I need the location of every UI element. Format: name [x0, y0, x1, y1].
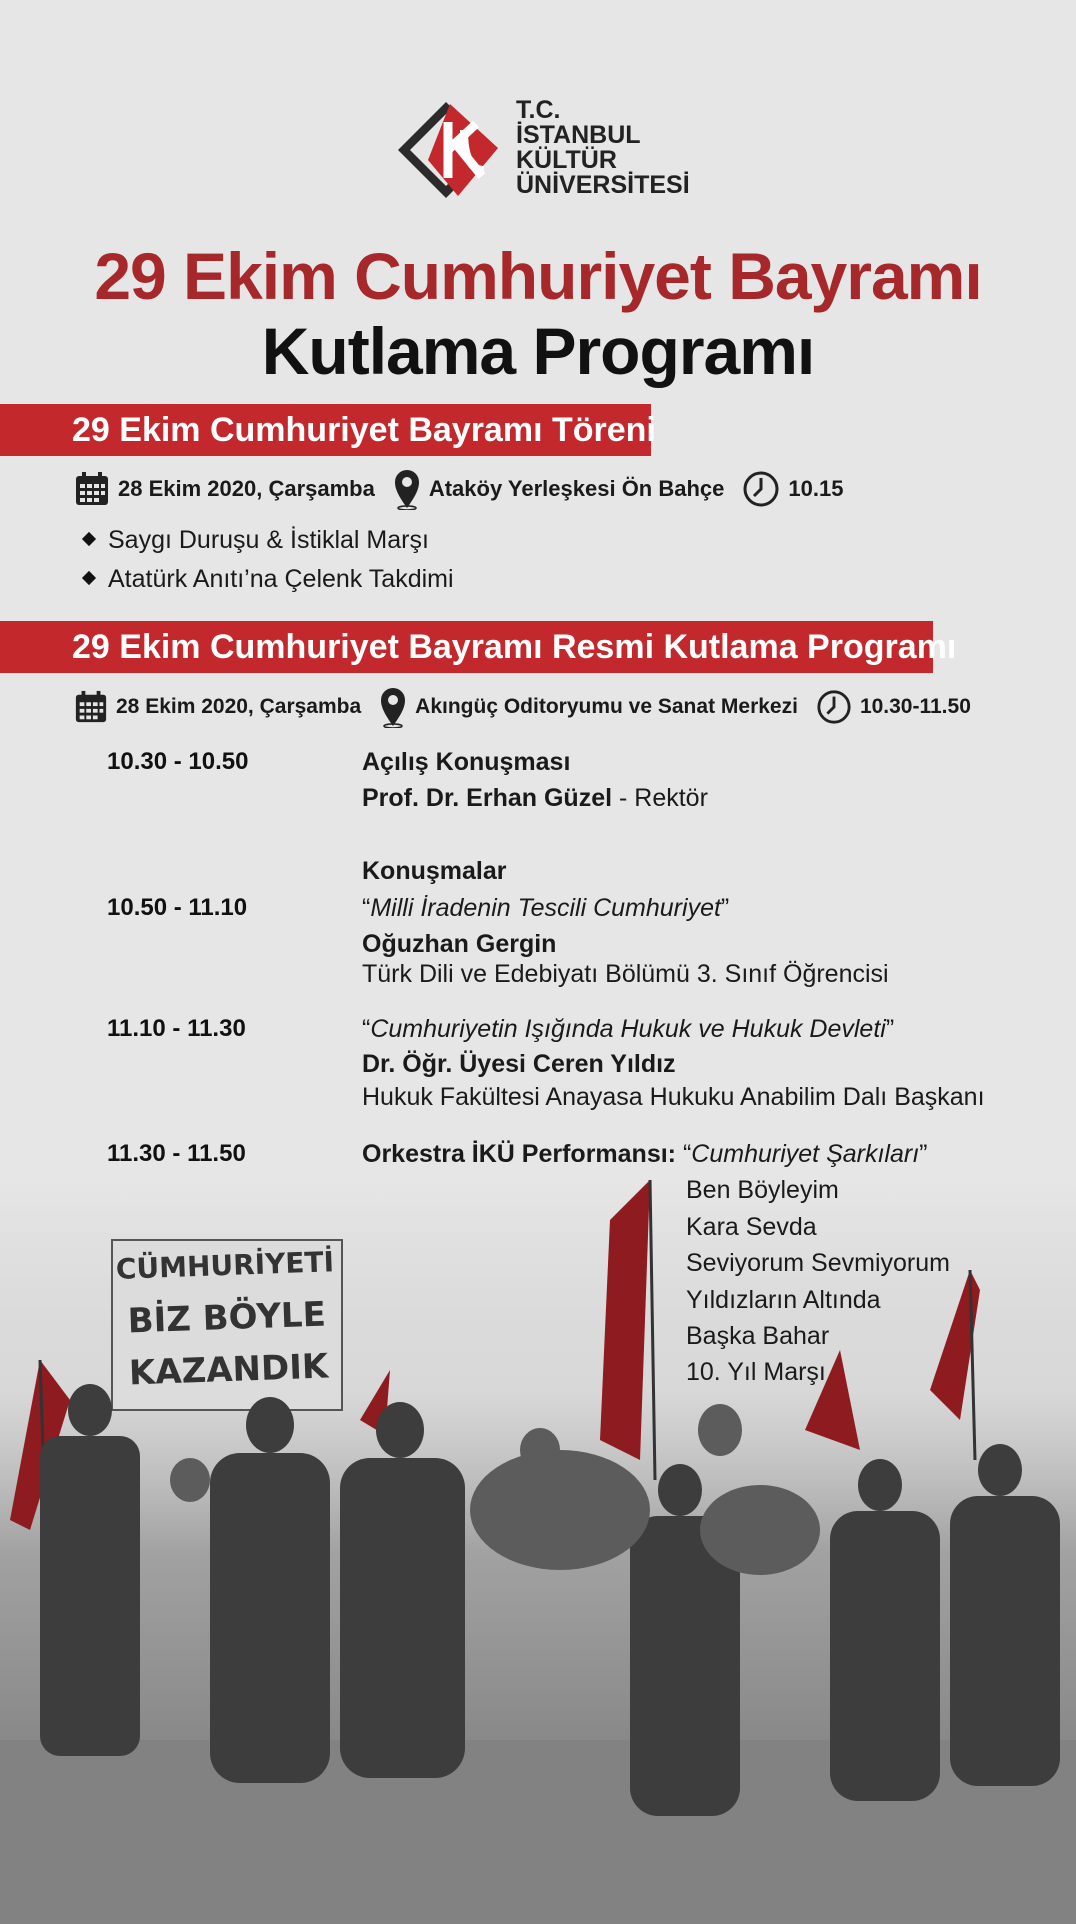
section1-place: Ataköy Yerleşkesi Ön Bahçe: [428, 476, 725, 501]
song-item: Başka Bahar: [686, 1322, 830, 1350]
location-pin-icon: [393, 468, 421, 510]
clock-icon: [816, 689, 852, 725]
section1-meta: [74, 468, 843, 510]
sign-line-2: BİZ BÖYLE: [127, 1294, 327, 1342]
sign-line-3: KAZANDIK: [128, 1346, 329, 1394]
section1-time: 10.15: [788, 476, 844, 501]
section2-meta: [74, 686, 971, 728]
section1-heading: 29 Ekim Cumhuriyet Bayramı Töreni: [0, 404, 651, 456]
section2-date: 28 Ekim 2020, Çarşamba: [116, 695, 362, 718]
program-time: 11.10 - 11.30: [107, 1015, 246, 1042]
talk-speaker: Dr. Öğr. Üyesi Ceren Yıldız: [362, 1050, 676, 1078]
talk-speaker-role: Türk Dili ve Edebiyatı Bölümü 3. Sınıf Öğrencisi: [362, 960, 889, 988]
sign-line-1: CÜMHURİYETİ: [115, 1245, 335, 1286]
program-time: 10.50 - 11.10: [107, 894, 248, 921]
song-item: Ben Böyleyim: [686, 1176, 839, 1204]
song-item: 10. Yıl Marşı: [686, 1358, 826, 1386]
page-subtitle: Kutlama Programı: [261, 314, 815, 388]
section2-time: 10.30-11.50: [859, 695, 971, 718]
song-item: Kara Sevda: [686, 1213, 817, 1241]
performance-title: Orkestra İKÜ Performansı: “Cumhuriyet Şarkıları”: [362, 1140, 928, 1168]
talks-heading: Konuşmalar: [362, 857, 507, 885]
logo-line-universitesi: ÜNİVERSİTESİ: [516, 171, 690, 199]
logo-line-kultur: KÜLTÜR: [516, 146, 617, 174]
song-item: Seviyorum Sevmiyorum: [686, 1249, 950, 1277]
photo-sign: [109, 1236, 345, 1414]
list-item: Saygı Duruşu & İstiklal Marşı: [84, 526, 429, 555]
talk-title: “Milli İradenin Tescili Cumhuriyet”: [362, 894, 730, 922]
list-item: Atatürk Anıtı’na Çelenk Takdimi: [84, 565, 454, 594]
clock-icon: [742, 470, 780, 508]
program-time: 10.30 - 10.50: [107, 748, 249, 775]
program-time: 11.30 - 11.50: [107, 1140, 246, 1167]
song-item: Yıldızların Altında: [686, 1286, 881, 1314]
section2-place: Akıngüç Oditoryumu ve Sanat Merkezi: [415, 695, 798, 718]
university-name: [516, 98, 690, 198]
page-title: 29 Ekim Cumhuriyet Bayramı: [94, 239, 982, 313]
location-pin-icon: [379, 686, 407, 728]
program-speaker-line: Prof. Dr. Erhan Güzel - Rektör: [362, 784, 708, 812]
talk-speaker: Oğuzhan Gergin: [362, 930, 557, 958]
section1-date: 28 Ekim 2020, Çarşamba: [118, 476, 375, 501]
talk-title: “Cumhuriyetin Işığında Hukuk ve Hukuk Devleti”: [362, 1015, 895, 1043]
section2-heading: 29 Ekim Cumhuriyet Bayramı Resmi Kutlama Programı: [0, 621, 933, 673]
logo-line-tc: T.C.: [516, 96, 561, 124]
calendar-icon: [74, 690, 108, 724]
program-title: Açılış Konuşması: [362, 748, 571, 776]
calendar-icon: [74, 471, 110, 507]
talk-speaker-role: Hukuk Fakültesi Anayasa Hukuku Anabilim Dalı Başkanı: [362, 1083, 985, 1111]
logo-line-istanbul: İSTANBUL: [516, 121, 641, 149]
university-logo-mark: [398, 100, 508, 200]
